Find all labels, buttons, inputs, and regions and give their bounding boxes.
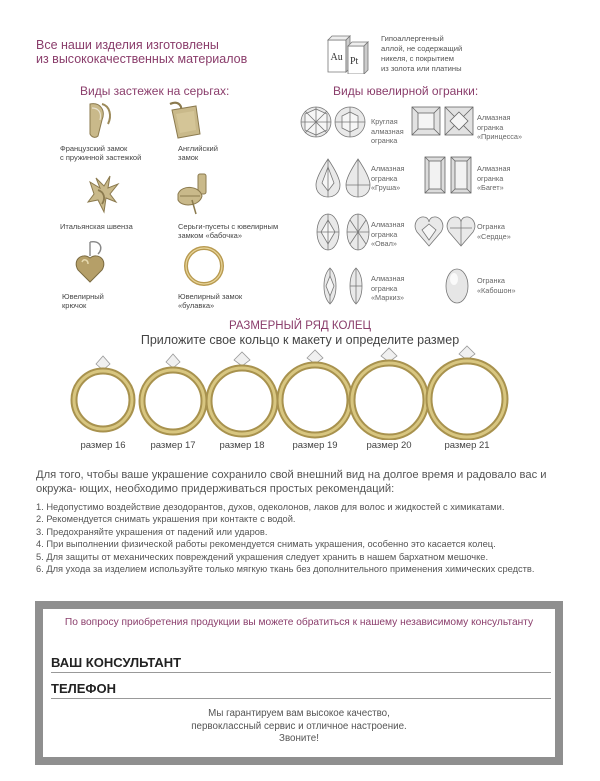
care-recommendations bbox=[36, 501, 576, 575]
rings-subtitle: Приложите свое кольцо к макету и определите размер bbox=[140, 333, 460, 347]
intro-line-2: из высококачественных материалов bbox=[36, 52, 248, 66]
cut-caption-princess: Алмазная огранка «Принцесса» bbox=[477, 113, 523, 141]
clasp-caption-hook: Ювелирный крючок bbox=[62, 292, 104, 310]
list-item: 2. Рекомендуется снимать украшения при контакте с водой. bbox=[36, 514, 296, 525]
metal-icons bbox=[322, 34, 374, 72]
baguette-cut-icon bbox=[424, 156, 474, 194]
heart-cut-icon bbox=[414, 214, 476, 248]
guarantee-text: Мы гарантируем вам высокое качество, первоклассный сервис и отличное настроение. Звоните! bbox=[191, 708, 407, 744]
metal-note: Гипоаллергенный аллой, не содержащий никеля, с покрытием из золота или платины bbox=[381, 34, 463, 73]
marquise-cut-icon bbox=[318, 266, 370, 306]
list-item: 5. Для защиты от механических повреждений украшения следует хранить в нашем бархатном мешочке. bbox=[36, 551, 489, 562]
ring-size-18 bbox=[205, 340, 279, 440]
list-item: 4. При выполнении физической работы рекомендуется снимать украшения, особенно это касается колец. bbox=[36, 539, 496, 550]
hoop-pin-icon bbox=[182, 244, 226, 288]
clasp-caption-english: Английский замок bbox=[178, 144, 218, 162]
ring-label-16: размер 16 bbox=[80, 440, 126, 451]
pt-label: Pt bbox=[350, 56, 359, 67]
ring-label-21: размер 21 bbox=[444, 440, 490, 451]
platinum-bar-icon bbox=[348, 42, 368, 74]
oval-cut-icon bbox=[316, 212, 372, 252]
phone-label: ТЕЛЕФОН bbox=[51, 681, 116, 696]
ring-label-20: размер 20 bbox=[366, 440, 412, 451]
care-intro: Для того, чтобы ваше украшение сохранило свой внешний вид на долгое время и радовало вас и окружа- ющих, необходимо придерживаться простых рекомендаций: bbox=[36, 469, 547, 495]
clasps-title: Виды застежек на серьгах: bbox=[80, 84, 230, 98]
cut-caption-pear: Алмазная огранка «Груша» bbox=[371, 164, 405, 192]
intro-line-1: Все наши изделия изготовлены bbox=[36, 38, 219, 52]
cut-caption-heart: Огранка «Сердце» bbox=[477, 222, 511, 241]
cut-caption-round: Круглая алмазная огранка bbox=[371, 117, 404, 145]
clasp-caption-italian: Итальянская швенза bbox=[60, 222, 133, 231]
clasp-caption-stud: Серьги-пусеты с ювелирным замком «бабочка» bbox=[178, 222, 279, 240]
rings-title: РАЗМЕРНЫЙ РЯД КОЛЕЦ bbox=[228, 320, 372, 332]
list-item: 6. Для ухода за изделием используйте только мягкую ткань без дополнительного применения химических средств. bbox=[36, 564, 535, 575]
cut-caption-oval: Алмазная огранка «Овал» bbox=[371, 220, 405, 248]
ring-size-20 bbox=[348, 336, 430, 440]
english-clasp-icon bbox=[162, 100, 210, 142]
pear-cut-icon bbox=[314, 157, 372, 199]
ring-size-19 bbox=[276, 338, 354, 440]
ring-label-19: размер 19 bbox=[292, 440, 338, 451]
cut-caption-cabochon: Огранка «Кабошон» bbox=[477, 276, 516, 295]
consultant-line[interactable] bbox=[51, 672, 551, 673]
french-clasp-icon bbox=[78, 100, 118, 140]
cut-caption-marquise: Алмазная огранка «Маркиз» bbox=[371, 274, 405, 302]
phone-line[interactable] bbox=[51, 698, 551, 699]
list-item: 1. Недопустимо воздействие дезодорантов, духов, одеколонов, лаков для волос и жидкостей с химикатами. bbox=[36, 502, 505, 512]
consultant-box bbox=[35, 601, 563, 765]
clasp-caption-french: Французский замок с пружинной застежкой bbox=[60, 144, 142, 162]
hook-icon bbox=[68, 238, 114, 288]
ring-size-16 bbox=[70, 344, 136, 436]
gold-bar-icon bbox=[328, 36, 350, 72]
ring-label-17: размер 17 bbox=[150, 440, 196, 451]
consultant-label: ВАШ КОНСУЛЬТАНТ bbox=[51, 655, 182, 670]
clasp-caption-hoop: Ювелирный замок «булавка» bbox=[178, 292, 243, 310]
ring-size-21 bbox=[424, 334, 510, 440]
italian-clasp-icon bbox=[80, 172, 126, 216]
princess-cut-icon bbox=[411, 106, 475, 138]
au-label: Au bbox=[330, 52, 343, 63]
cuts-title: Виды ювелирной огранки: bbox=[333, 84, 479, 98]
consultant-note: По вопросу приобретения продукции вы можете обратиться к нашему независимому консультанту bbox=[64, 617, 534, 628]
list-item: 3. Предохраняйте украшения от падений или ударов. bbox=[36, 526, 268, 537]
stud-butterfly-icon bbox=[172, 170, 218, 216]
round-cut-icon bbox=[300, 104, 366, 140]
intro-text bbox=[36, 38, 276, 66]
cabochon-cut-icon bbox=[444, 266, 470, 306]
ring-size-17 bbox=[138, 342, 208, 438]
cut-caption-baguette: Алмазная огранка «Багет» bbox=[477, 164, 511, 192]
ring-label-18: размер 18 bbox=[219, 440, 265, 451]
